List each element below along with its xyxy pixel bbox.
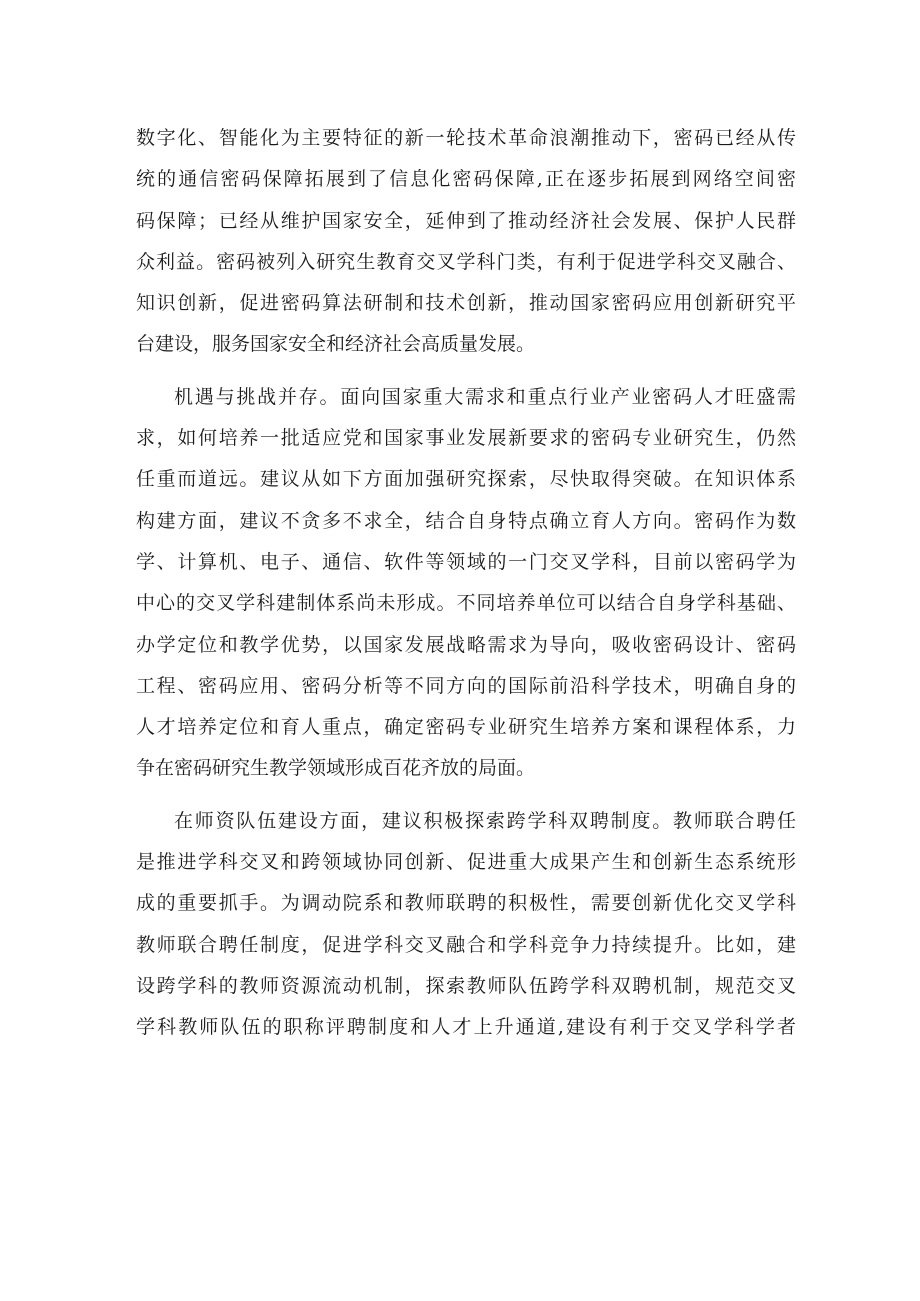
text-line: 办学定位和教学优势，以国家发展战略需求为导向，吸收密码设计、密码	[136, 633, 796, 656]
paragraph-2	[136, 377, 796, 790]
paragraph-3	[136, 801, 796, 1049]
text-line: 台建设，服务国家安全和经济社会高质量发展。	[136, 333, 536, 356]
text-line: 构建方面，建议不贪多不求全，结合自身特点确立育人方向。密码作为数	[136, 509, 796, 532]
text-line: 统的通信密码保障拓展到了信息化密码保障,正在逐步拓展到网络空间密	[136, 168, 796, 191]
text-line: 学科教师队伍的职称评聘制度和人才上升通道,建设有利于交叉学科学者	[136, 1016, 796, 1039]
paragraph-1	[136, 118, 796, 366]
text-line: 数字化、智能化为主要特征的新一轮技术革命浪潮推动下，密码已经从传	[136, 127, 796, 149]
text-line: 争在密码研究生教学领域形成百花齐放的局面。	[136, 757, 536, 780]
text-line: 机遇与挑战并存。面向国家重大需求和重点行业产业密码人才旺盛需	[174, 385, 796, 408]
text-line: 知识创新，促进密码算法研制和技术创新，推动国家密码应用创新研究平	[136, 292, 796, 315]
text-line: 任重而道远。建议从如下方面加强研究探索，尽快取得突破。在知识体系	[136, 468, 796, 491]
text-line: 中心的交叉学科建制体系尚未形成。不同培养单位可以结合自身学科基础、	[136, 592, 796, 615]
text-line: 工程、密码应用、密码分析等不同方向的国际前沿科学技术，明确自身的	[136, 674, 796, 697]
text-line: 学、计算机、电子、通信、软件等领域的一门交叉学科，目前以密码学为	[136, 550, 796, 573]
text-line: 人才培养定位和育人重点，确定密码专业研究生培养方案和课程体系，力	[136, 716, 796, 739]
text-line: 众利益。密码被列入研究生教育交叉学科门类，有利于促进学科交叉融合、	[136, 250, 796, 273]
document-body	[136, 118, 796, 1060]
text-line: 码保障；已经从维护国家安全，延伸到了推动经济社会发展、保护人民群	[136, 209, 796, 232]
text-line: 是推进学科交叉和跨领域协同创新、促进重大成果产生和创新生态系统形	[136, 851, 796, 874]
text-line: 在师资队伍建设方面，建议积极探索跨学科双聘制度。教师联合聘任	[174, 809, 796, 832]
text-line: 教师联合聘任制度，促进学科交叉融合和学科竞争力持续提升。比如，建	[136, 933, 796, 956]
text-line: 设跨学科的教师资源流动机制，探索教师队伍跨学科双聘机制，规范交叉	[136, 974, 796, 997]
text-line: 成的重要抓手。为调动院系和教师联聘的积极性，需要创新优化交叉学科	[136, 892, 796, 915]
text-line: 求，如何培养一批适应党和国家事业发展新要求的密码专业研究生，仍然	[136, 427, 796, 450]
